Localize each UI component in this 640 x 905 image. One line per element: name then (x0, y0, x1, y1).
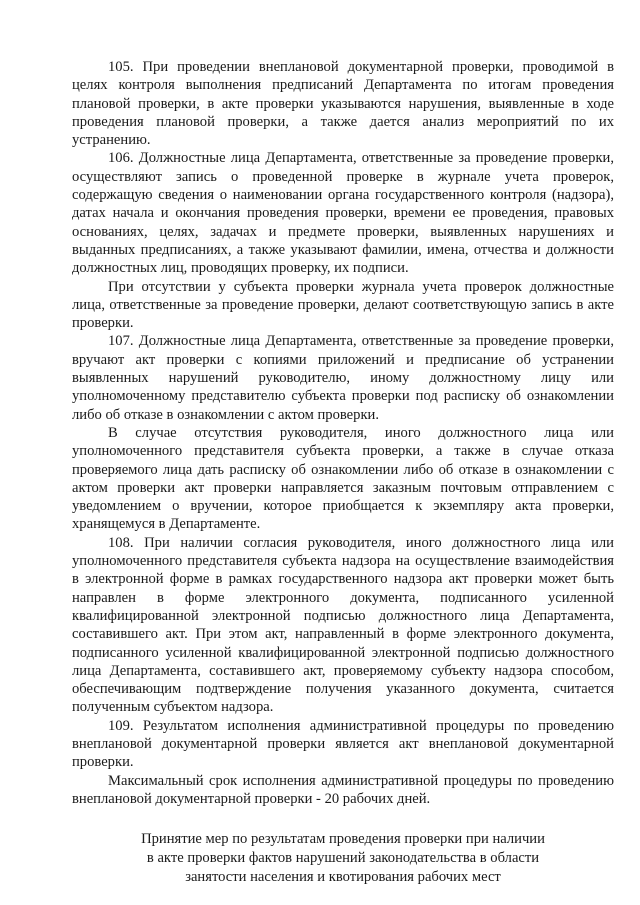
section-heading-line-3: занятости населения и квотирования рабочих мест (185, 869, 501, 886)
paragraph-107-note: В случае отсутствия руководителя, иного должностного лица или уполномоченного представителя субъекта проверки, а также в случае отказа проверяемого лица дать расписку об ознакомлении либо об отказе в ознакомлении с актом проверки акт проверки направляется заказным почтовым отправлением с уведомлением о вручении, которое приобщается к экземпляру акта проверки, хранящемуся в Департаменте. (72, 424, 614, 533)
document-page (72, 58, 614, 887)
paragraph-108: 108. При наличии согласия руководителя, иного должностного лица или уполномоченного представителя субъекта надзора на осуществление взаимодействия в электронной форме в рамках государственного надзора акт проверки может быть направлен в форме электронного документа, подписанного усиленной квалифицированной электронной подписью должностного лица Департамента, составившего акт. При этом акт, направленный в форме электронного документа, подписанного усиленной квалифицированной электронной подписью должностного лица Департамента, составившего акт, проверяемому субъекту надзора способом, обеспечивающим подтверждение получения указанного документа, считается полученным субъектом надзора. (72, 534, 614, 716)
paragraph-107: 107. Должностные лица Департамента, ответственные за проведение проверки, вручают акт проверки с копиями приложений и предписание об устранении выявленных нарушений руководителю, иному должностному лицу или уполномоченному представителю субъекта проверки под расписку об ознакомлении либо об отказе в ознакомлении с актом проверки. (72, 333, 614, 423)
section-heading-line-2: в акте проверки фактов нарушений законодательства в области (146, 850, 540, 867)
paragraph-max-term: Максимальный срок исполнения административной процедуры по проведению внеплановой документарной проверки - 20 рабочих дней. (72, 772, 614, 807)
paragraph-106-note: При отсутствии у субъекта проверки журнала учета проверок должностные лица, ответственные за проведение проверки, делают соответствующую запись в акте проверки. (72, 278, 614, 332)
paragraph-105: 105. При проведении внеплановой документарной проверки, проводимой в целях контроля выполнения предписаний Департамента по итогам проведения плановой проверки, в акте проверки указываются нарушения, выявленные в ходе проведения плановой проверки, а также дается анализ мероприятий по их устранению. (72, 59, 614, 149)
section-heading (72, 830, 614, 887)
paragraph-109: 109. Результатом исполнения административной процедуры по проведению внеплановой документарной проверки является акт внеплановой документарной проверки. (72, 717, 614, 771)
paragraph-106: 106. Должностные лица Департамента, ответственные за проведение проверки, осуществляют запись о проведенной проверке в журнале учета проверок, содержащую сведения о наименовании органа государственного контроля (надзора), датах начала и окончания проведения проверки, времени ее проведения, правовых основаниях, целях, задачах и предмете проверки, выявленных нарушениях и выданных предписаниях, а также указывают фамилии, имена, отчества и должности должностных лиц, проводящих проверку, их подписи. (72, 150, 614, 277)
section-heading-line-1: Принятие мер по результатам проведения проверки при наличии (141, 831, 545, 848)
